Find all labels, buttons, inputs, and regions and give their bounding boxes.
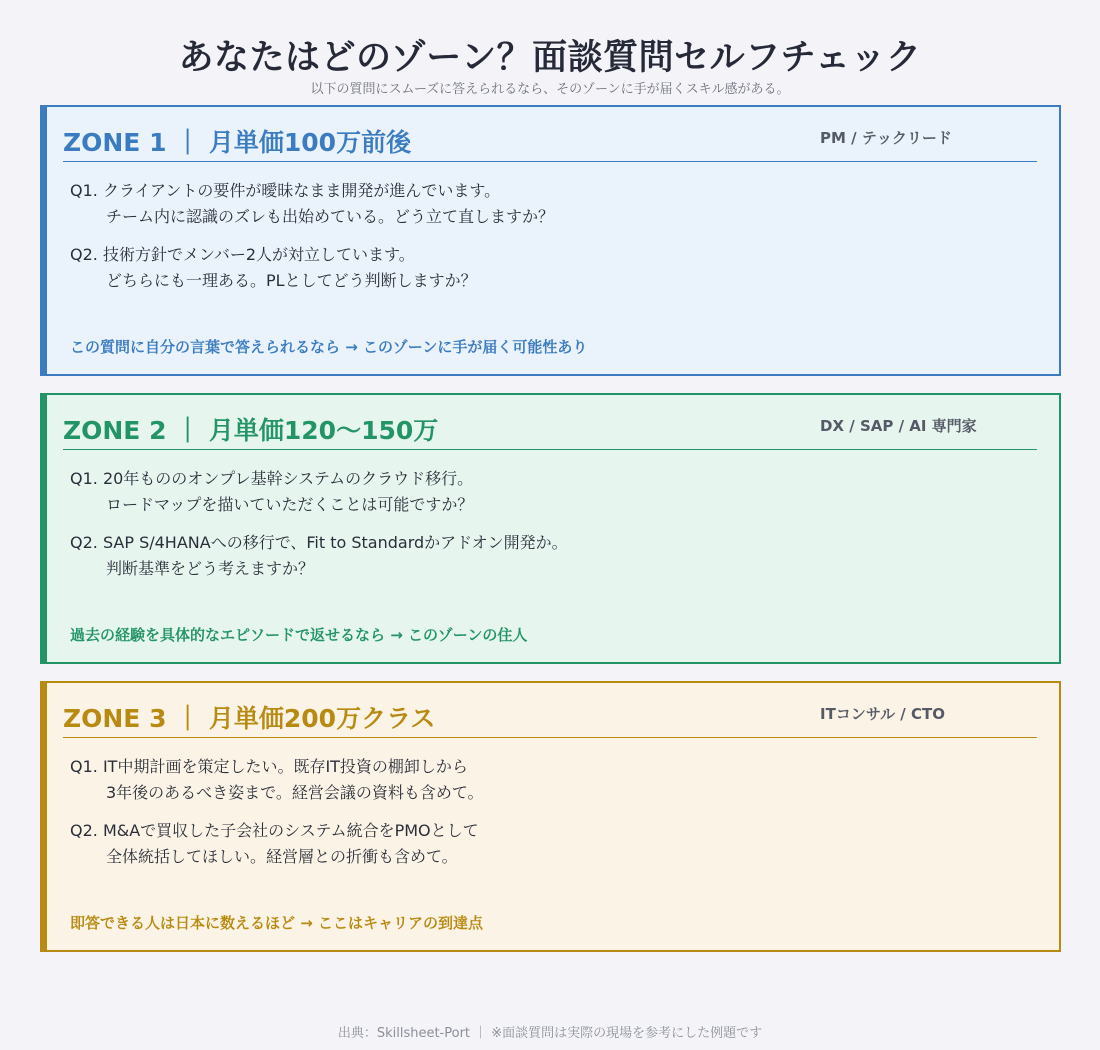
zone-heading: ZONE 3 ｜ 月単価200万クラス xyxy=(63,704,436,733)
question-1 xyxy=(70,178,554,230)
zone-role: PM / テックリード xyxy=(820,129,952,147)
zone-note: 即答できる人は日本に数えるほど → ここはキャリアの到達点 xyxy=(70,914,484,932)
zone-role: ITコンサル / CTO xyxy=(820,705,945,723)
question-line: Q1. クライアントの要件が曖昧なまま開発が進んでいます。 xyxy=(70,181,501,200)
zone-note: 過去の経験を具体的なエピソードで返せるなら → このゾーンの住人 xyxy=(70,626,528,644)
question-line: どちらにも一理ある。PLとしてどう判断しますか？ xyxy=(106,271,477,290)
question-1 xyxy=(70,754,484,806)
question-2 xyxy=(70,242,477,294)
zone-note: この質問に自分の言葉で答えられるなら → このゾーンに手が届く可能性あり xyxy=(70,338,588,356)
question-2 xyxy=(70,530,568,582)
question-line: 3年後のあるべき姿まで。経営会議の資料も含めて。 xyxy=(106,783,484,802)
question-2 xyxy=(70,818,479,870)
zone-heading: ZONE 1 ｜ 月単価100万前後 xyxy=(63,128,412,157)
zone-card-3 xyxy=(40,681,1061,952)
question-line: チーム内に認識のズレも出始めている。どう立て直しますか？ xyxy=(106,207,555,226)
question-line: Q1. IT中期計画を策定したい。既存IT投資の棚卸しから xyxy=(70,757,468,776)
footer-source: 出典：Skillsheet-Port ｜ ※面談質問は実際の現場を参考にした例題です xyxy=(337,1026,763,1041)
zone-card-2 xyxy=(40,393,1061,664)
question-line: Q2. SAP S/4HANAへの移行で、Fit to Standardかアドオン開発か。 xyxy=(70,533,568,552)
zone-card-1 xyxy=(40,105,1061,376)
question-line: ロードマップを描いていただくことは可能ですか？ xyxy=(106,495,474,514)
zone-role: DX / SAP / AI 専門家 xyxy=(820,417,977,435)
page-subtitle: 以下の質問にスムーズに答えられるなら、そのゾーンに手が届くスキル感がある。 xyxy=(310,82,790,97)
question-line: 全体統括してほしい。経営層との折衝も含めて。 xyxy=(106,847,458,866)
question-1 xyxy=(70,466,473,518)
zone-divider xyxy=(63,161,1037,162)
question-line: Q1. 20年もののオンプレ基幹システムのクラウド移行。 xyxy=(70,469,474,488)
question-line: Q2. 技術方針でメンバー2人が対立しています。 xyxy=(70,245,415,264)
zone-divider xyxy=(63,449,1037,450)
question-line: 判断基準をどう考えますか？ xyxy=(106,559,315,578)
page-title: あなたはどのゾーン？面談質問セルフチェック xyxy=(178,38,922,78)
zone-heading: ZONE 2 ｜ 月単価120〜150万 xyxy=(63,416,439,445)
zone-divider xyxy=(63,737,1037,738)
question-line: Q2. M&Aで買収した子会社のシステム統合をPMOとして xyxy=(70,821,479,840)
